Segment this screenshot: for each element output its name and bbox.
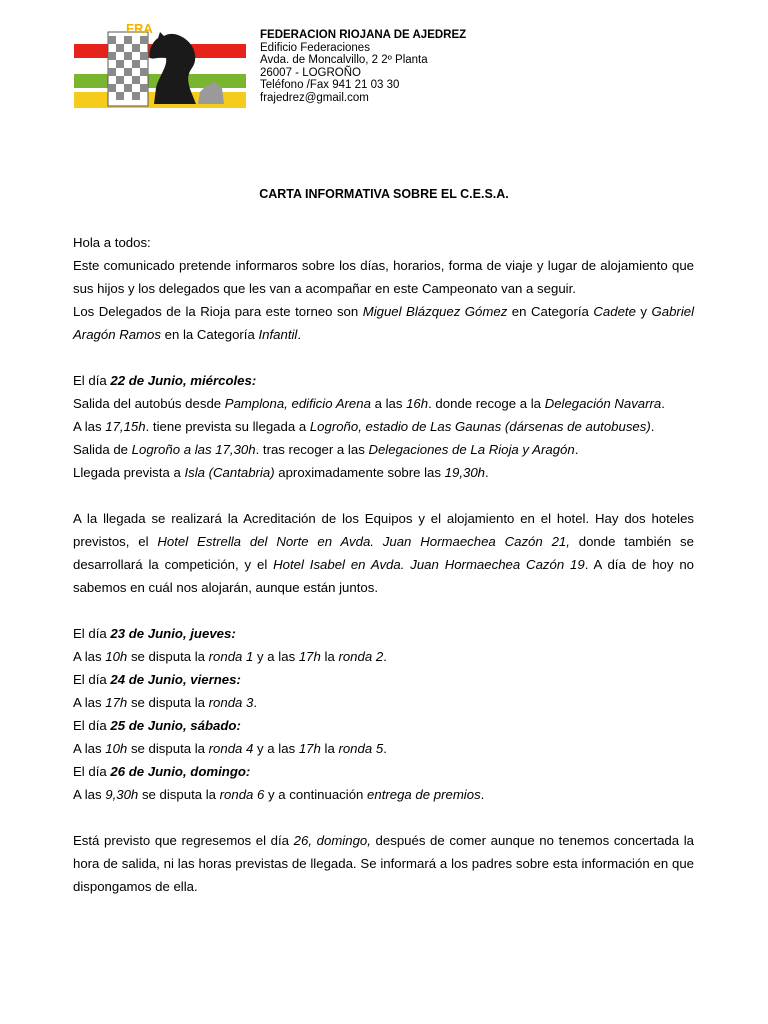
schedule-day: El día 26 de Junio, domingo: bbox=[73, 764, 251, 779]
phone-line: Teléfono /Fax 941 21 03 30 bbox=[260, 79, 400, 92]
email-line: frajedrez@gmail.com bbox=[260, 91, 369, 104]
schedule-day: El día 23 de Junio, jueves: bbox=[73, 626, 236, 641]
paragraph-intro: Este comunicado pretende informaros sobre los días, horarios, forma de viaje y lugar de alojamiento que sus hijos y los delegados que les van a acompañar en este Campeonato van a seguir. bbox=[73, 258, 694, 296]
letter-body bbox=[73, 231, 694, 898]
travel-line: Salida del autobús desde Pamplona, edificio Arena a las 16h. donde recoge a la Delegación Navarra. bbox=[73, 396, 665, 411]
paragraph-closing: Está previsto que regresemos el día 26, domingo, después de comer aunque no tenemos concertada la hora de salida, ni las horas previstas de llegada. Se informará a los padres sobre esta información en que dispongamos de ella. bbox=[73, 833, 695, 894]
address-line: Avda. de Moncalvillo, 2 2º Planta bbox=[260, 54, 428, 67]
schedule-line: A las 10h se disputa la ronda 4 y a las 17h la ronda 5. bbox=[73, 741, 387, 756]
schedule-line: A las 10h se disputa la ronda 1 y a las 17h la ronda 2. bbox=[73, 649, 387, 664]
org-name: FEDERACION RIOJANA DE AJEDREZ bbox=[260, 29, 467, 41]
page-title: CARTA INFORMATIVA SOBRE EL C.E.S.A. bbox=[259, 187, 509, 201]
address-line: 26007 - LOGROÑO bbox=[260, 66, 361, 79]
address-line: Edificio Federaciones bbox=[260, 41, 370, 54]
logo-text: FRA bbox=[126, 22, 153, 36]
federation-logo bbox=[74, 22, 246, 110]
greeting: Hola a todos: bbox=[73, 235, 151, 250]
travel-line: Salida de Logroño a las 17,30h. tras recoger a las Delegaciones de La Rioja y Aragón. bbox=[73, 442, 579, 457]
letterhead bbox=[260, 29, 466, 105]
paragraph-hotel: A la llegada se realizará la Acreditación de los Equipos y el alojamiento en el hotel. Hay dos hoteles previstos, el Hotel Estrella del Norte en Avda. Juan Hormaechea Cazón 21, donde también se desarrollará la competición, y el Hotel Isabel en Avda. Juan Hormaechea Cazón 19. A día de hoy no sabemos en cuál nos alojarán, aunque están juntos. bbox=[73, 511, 694, 595]
schedule-day: El día 25 de Junio, sábado: bbox=[73, 718, 241, 733]
travel-line: Llegada prevista a Isla (Cantabria) aproximadamente sobre las 19,30h. bbox=[73, 465, 489, 480]
schedule-day: El día 24 de Junio, viernes: bbox=[73, 672, 241, 687]
travel-heading: El día 22 de Junio, miércoles: bbox=[73, 373, 257, 388]
schedule-line: A las 17h se disputa la ronda 3. bbox=[73, 695, 258, 710]
schedule-line: A las 9,30h se disputa la ronda 6 y a continuación entrega de premios. bbox=[73, 787, 485, 802]
paragraph-delegates: Los Delegados de la Rioja para este torneo son Miguel Blázquez Gómez en Categoría Cadete y Gabriel Aragón Ramos en la Categoría Infantil. bbox=[73, 304, 695, 342]
travel-line: A las 17,15h. tiene prevista su llegada a Logroño, estadio de Las Gaunas (dársenas de autobuses). bbox=[73, 419, 655, 434]
